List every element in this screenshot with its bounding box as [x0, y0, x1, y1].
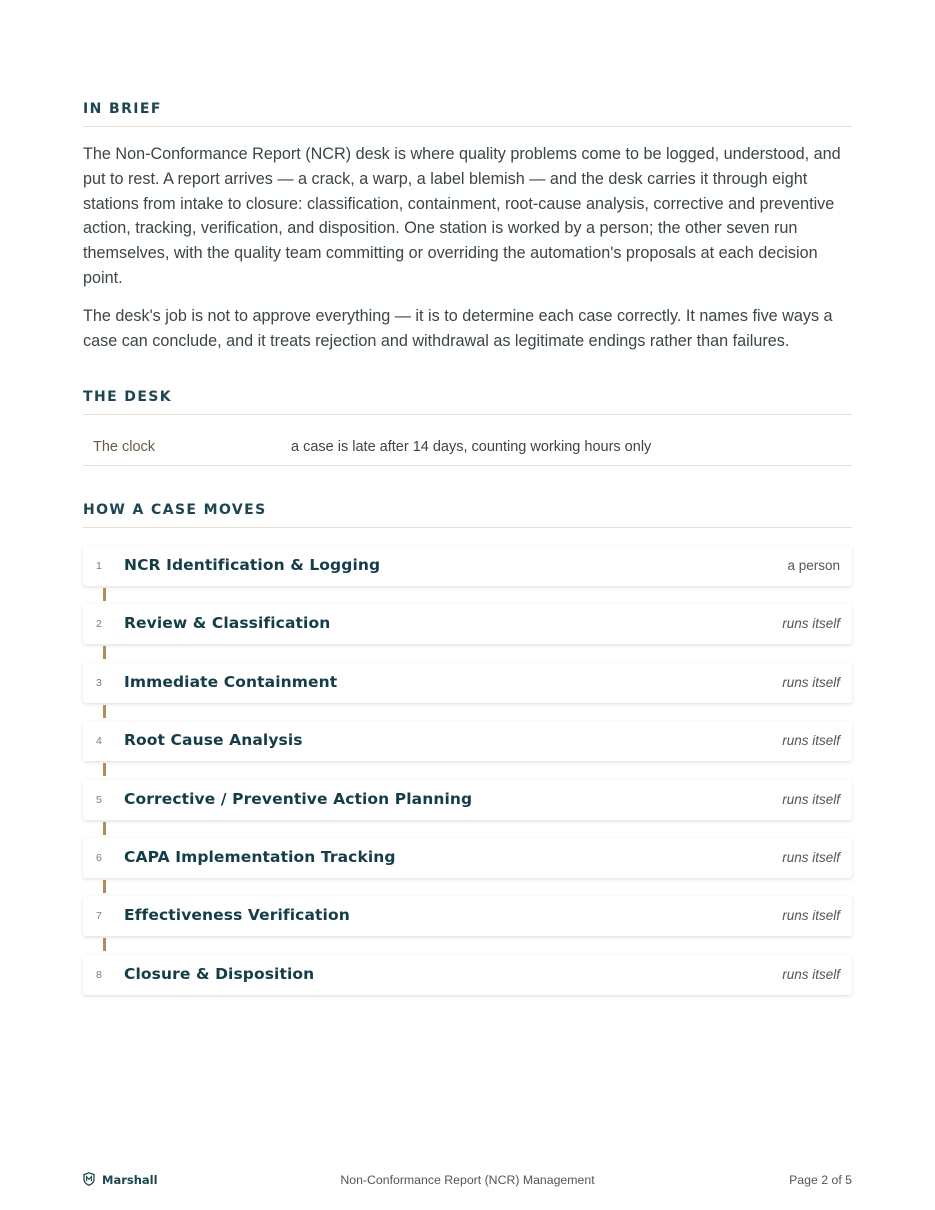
step-connector [103, 705, 106, 718]
step-number: 1 [96, 560, 102, 572]
section-heading-in-brief: IN BRIEF [83, 101, 852, 127]
step-connector [103, 938, 106, 951]
footer-document-title: Non-Conformance Report (NCR) Management [340, 1173, 595, 1187]
step-number: 4 [96, 735, 102, 748]
section-heading-the-desk: THE DESK [83, 389, 852, 415]
step-number: 6 [96, 851, 102, 864]
step-connector [103, 588, 106, 601]
step-title: Review & Classification [124, 614, 331, 633]
step-number: 5 [96, 793, 102, 806]
footer-brand: Marshall [102, 1173, 158, 1187]
step-number: 7 [96, 910, 102, 923]
step-number: 2 [96, 618, 102, 631]
step-card [83, 955, 852, 995]
footer-page-number: Page 2 of 5 [789, 1173, 852, 1187]
step-connector [103, 763, 106, 776]
step-title: Effectiveness Verification [124, 906, 350, 925]
step-number: 3 [96, 676, 102, 689]
step-connector [103, 822, 106, 835]
section-heading-how-a-case-moves: HOW A CASE MOVES [83, 502, 852, 528]
step-card [83, 604, 852, 644]
step-mode: runs itself [782, 849, 840, 865]
desk-row-clock [83, 430, 852, 466]
step-card [83, 663, 852, 703]
step-title: CAPA Implementation Tracking [124, 847, 396, 866]
step-number: 8 [96, 968, 102, 981]
step-mode: runs itself [782, 674, 840, 690]
step-connector [103, 646, 106, 659]
step-card [83, 896, 852, 936]
step-title: Root Cause Analysis [124, 731, 303, 750]
step-mode: runs itself [782, 616, 840, 632]
step-connector [103, 880, 106, 893]
step-card [83, 780, 852, 820]
desk-value: a case is late after 14 days, counting working hours only [291, 439, 652, 455]
page-footer [83, 1172, 852, 1188]
brief-paragraph-1: The Non-Conformance Report (NCR) desk is where quality problems come to be logged, understood, and put to rest. A report arrives — a crack, a warp, a label blemish — and the desk carries it through eight stations from intake to closure: classification, containment, root-cause analysis, corrective and preventive action, tracking, verification, and disposition. One station is worked by a person; the other seven run themselves, with the quality team committing or overriding the automation's proposals at each decision point. [83, 145, 841, 287]
step-card [83, 721, 852, 761]
step-mode: runs itself [782, 733, 840, 749]
step-card [83, 838, 852, 878]
step-title: Corrective / Preventive Action Planning [124, 789, 473, 808]
step-title: NCR Identification & Logging [124, 556, 381, 574]
step-mode: runs itself [782, 908, 840, 924]
desk-key: The clock [93, 439, 156, 455]
step-mode: runs itself [782, 791, 840, 807]
step-title: Closure & Disposition [124, 964, 315, 983]
step-title: Immediate Containment [124, 672, 338, 691]
step-mode: a person [787, 558, 840, 573]
step-card [83, 546, 852, 586]
step-list [83, 546, 852, 995]
step-mode: runs itself [782, 966, 840, 982]
brief-paragraph-2: The desk's job is not to approve everything — it is to determine each case correctly. It names five ways a case can conclude, and it treats rejection and withdrawal as legitimate endings rather than failures. [83, 307, 833, 350]
